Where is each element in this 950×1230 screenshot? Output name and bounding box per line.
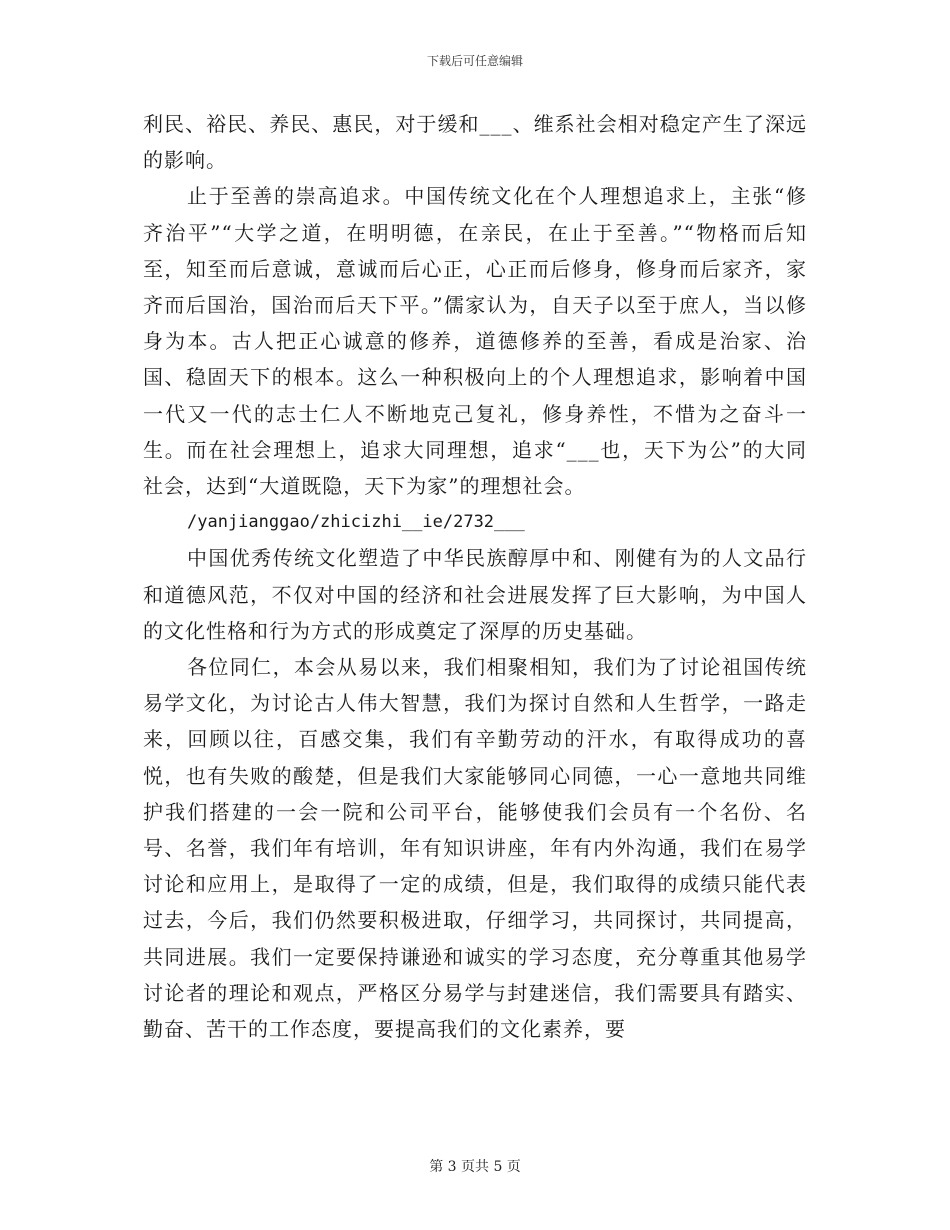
document-body <box>143 106 807 1047</box>
paragraph-colleagues-address: 各位同仁，本会从易以来，我们相聚相知，我们为了讨论祖国传统易学文化，为讨论古人伟大智慧，我们为探讨自然和人生哲学，一路走来，回顾以往，百感交集，我们有辛勤劳动的汗水，有取得成功的喜悦，也有失败的酸楚，但是我们大家能够同心同德，一心一意地共同维护我们搭建的一会一院和公司平台，能够使我们会员有一个名份、名号、名誉，我们年有培训，年有知识讲座，年有内外沟通，我们在易学讨论和应用上，是取得了一定的成绩，但是，我们取得的成绩只能代表过去，今后，我们仍然要积极进取，仔细学习，共同探讨，共同提高，共同进展。我们一定要保持谦逊和诚实的学习态度，充分尊重其他易学讨论者的理论和观点，严格区分易学与封建迷信，我们需要具有踏实、勤奋、苦干的工作态度，要提高我们的文化素养，要 <box>143 655 807 1042</box>
paragraph-traditional-culture: 中国优秀传统文化塑造了中华民族醇厚中和、刚健有为的人文品行和道德风范，不仅对中国的经济和社会进展发挥了巨大影响，为中国人的文化性格和行为方式的形成奠定了深厚的历史基础。 <box>143 546 807 643</box>
page-header-note: 下载后可任意编辑 <box>426 54 523 68</box>
paragraph-continuation: 利民、裕民、养民、惠民，对于缓和___、维系社会相对稳定产生了深远的影响。 <box>143 112 807 173</box>
paragraph-pursuit-of-goodness: 止于至善的崇高追求。中国传统文化在个人理想追求上，主张“修齐治平”“大学之道，在明明德，在亲民，在止于至善。”“物格而后知至，知至而后意诚，意诚而后心正，心正而后修身，修身而后家齐，家齐而后国治，国治而后天下平。”儒家认为，自天子以至于庶人，当以修身为本。古人把正心诚意的修养，道德修养的至善，看成是治家、治国、稳固天下的根本。这么一种积极向上的个人理想追求，影响着中国一代又一代的志士仁人不断地克己复礼，修身养性，不惜为之奋斗一生。而在社会理想上，追求大同理想，追求“___也，天下为公”的大同社会，达到“大道既隐，天下为家”的理想社会。 <box>143 184 807 499</box>
page-number-footer: 第 3 页共 5 页 <box>429 1159 521 1175</box>
source-url-line: /yanjianggao/zhicizhi__ie/2732___ <box>187 512 525 533</box>
